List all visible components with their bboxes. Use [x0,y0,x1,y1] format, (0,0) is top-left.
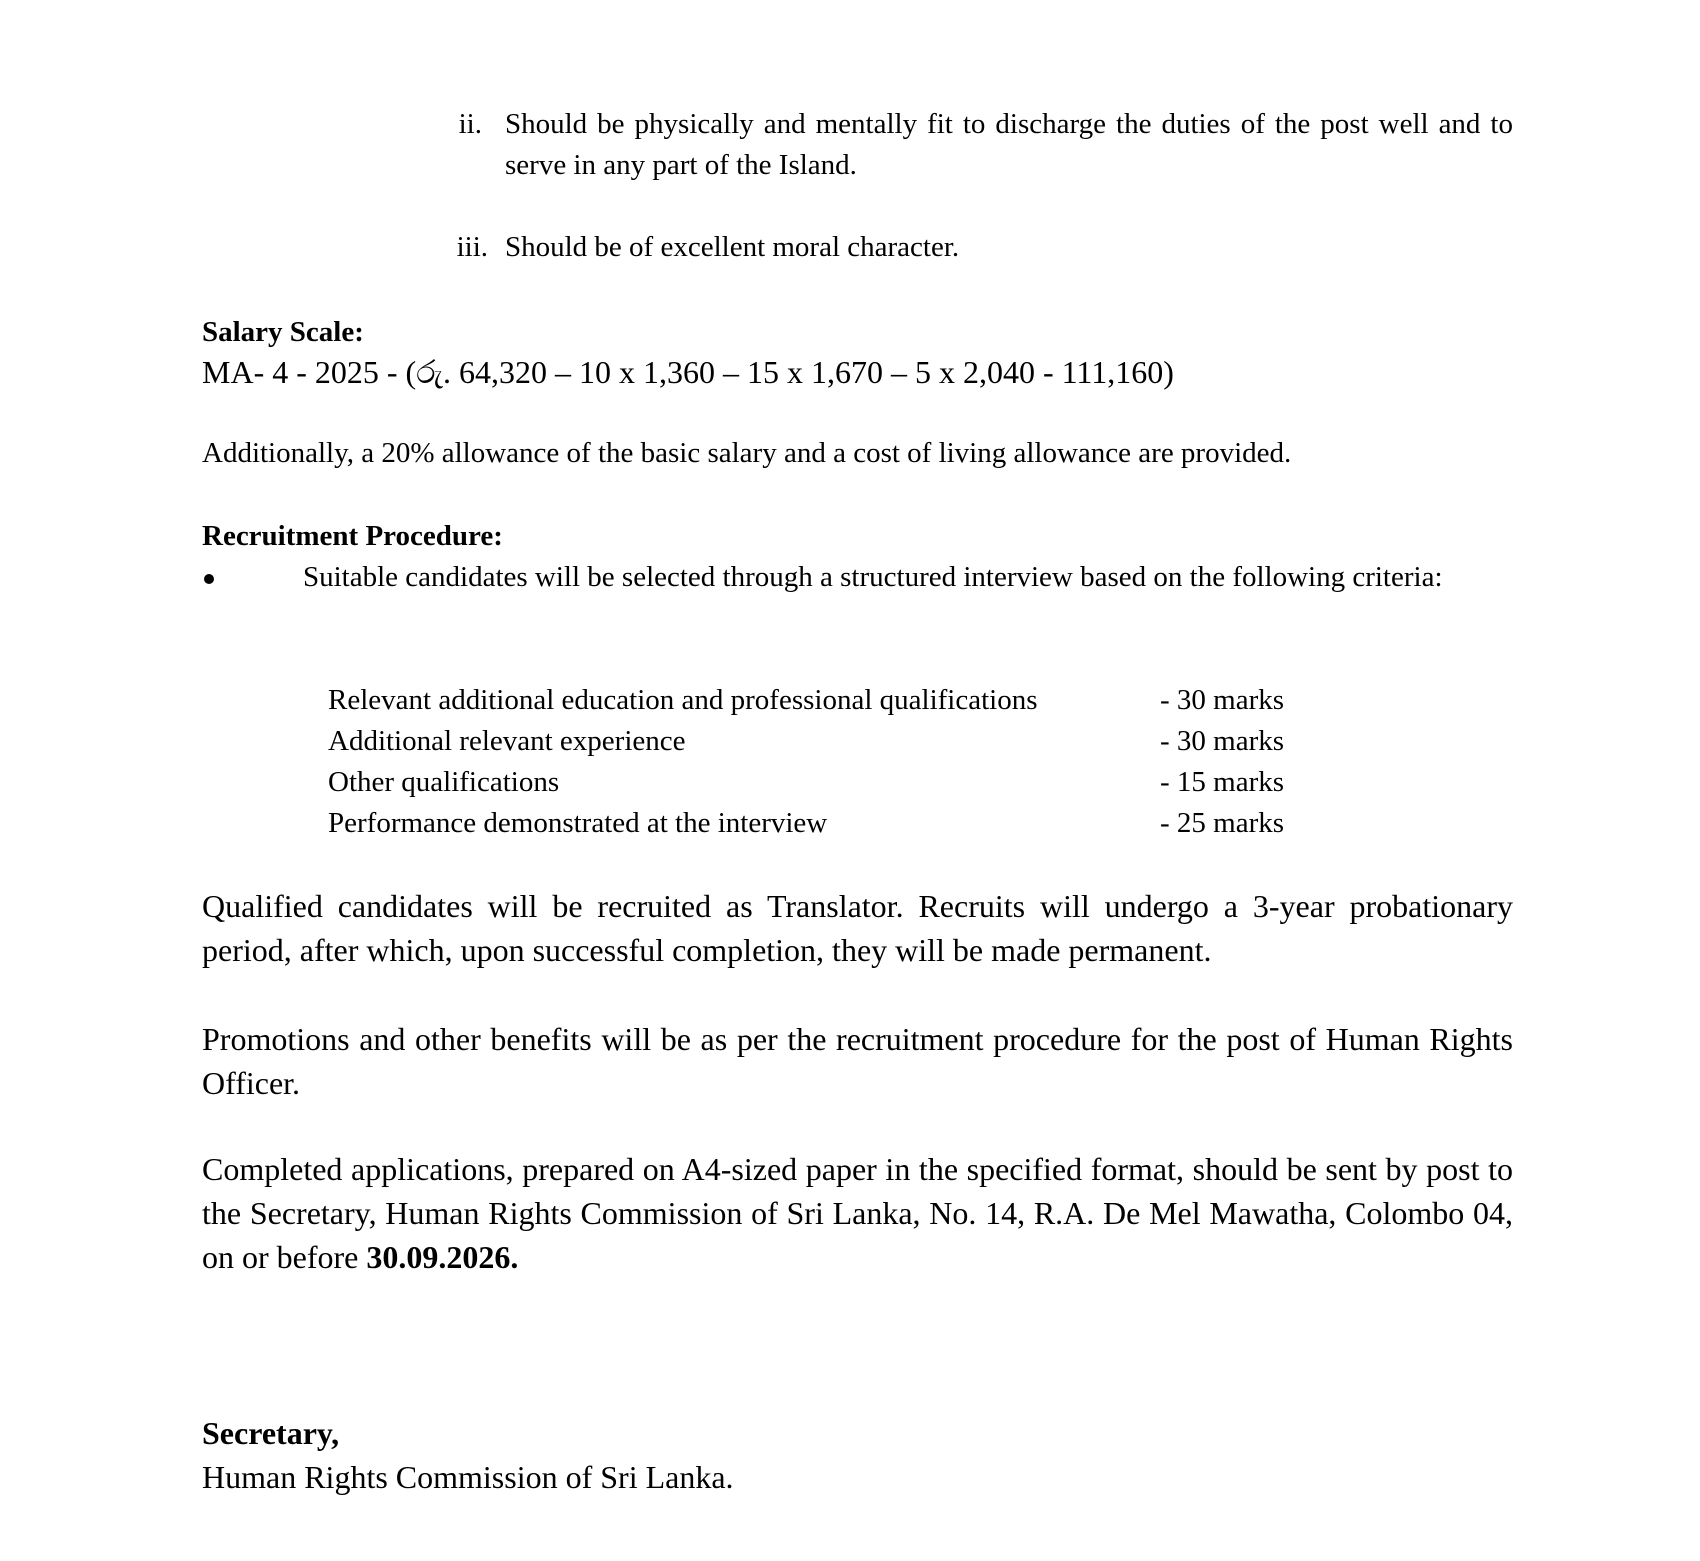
bullet-icon [204,574,214,584]
recruitment-bullet-text: Suitable candidates will be selected through a structured interview based on the following criteria: [303,561,1443,593]
criteria-label: Relevant additional education and professional qualifications [328,684,1038,716]
criteria-label: Additional relevant experience [328,725,686,757]
criteria-marks: - 30 marks [1160,725,1285,757]
salary-scale-heading: Salary Scale: [202,316,364,348]
signature-title: Secretary, [202,1415,340,1451]
criteria-row [328,680,1328,721]
criteria-row [328,803,1328,844]
criteria-row [328,721,1328,762]
criteria-label: Performance demonstrated at the interview [328,807,828,839]
criteria-label: Other qualifications [328,766,560,798]
application-paragraph [202,1147,1513,1279]
criteria-marks: - 15 marks [1160,766,1285,798]
signature-organization: Human Rights Commission of Sri Lanka. [202,1459,734,1495]
application-text: Completed applications, prepared on A4-sized paper in the specified format, should be sent by post to the Secretary, Human Rights Commission of Sri Lanka, No. 14, R.A. De Mel Mawatha, Colombo 04, on or before [202,1151,1513,1275]
eligibility-item-iii: Should be of excellent moral character. [505,231,960,263]
list-numeral-iii: iii. [456,231,488,263]
criteria-marks: - 30 marks [1160,684,1285,716]
list-numeral-ii: ii. [458,108,482,140]
eligibility-item-ii: Should be physically and mentally fit to discharge the duties of the post well and to serve in any part of the Island. [505,108,1513,181]
criteria-marks: - 25 marks [1160,807,1285,839]
criteria-row [328,762,1328,803]
recruitment-procedure-heading: Recruitment Procedure: [202,520,503,552]
probation-paragraph: Qualified candidates will be recruited as Translator. Recruits will undergo a 3-year probationary period, after which, upon successful completion, they will be made permanent. [202,888,1513,968]
salary-scale-value: MA- 4 - 2025 - (රු. 64,320 – 10 x 1,360 – 15 x 1,670 – 5 x 2,040 - 111,160) [202,354,1174,390]
allowance-note: Additionally, a 20% allowance of the basic salary and a cost of living allowance are provided. [202,437,1292,469]
application-deadline: 30.09.2026. [366,1239,519,1275]
promotions-paragraph: Promotions and other benefits will be as per the recruitment procedure for the post of Human Rights Officer. [202,1021,1513,1101]
